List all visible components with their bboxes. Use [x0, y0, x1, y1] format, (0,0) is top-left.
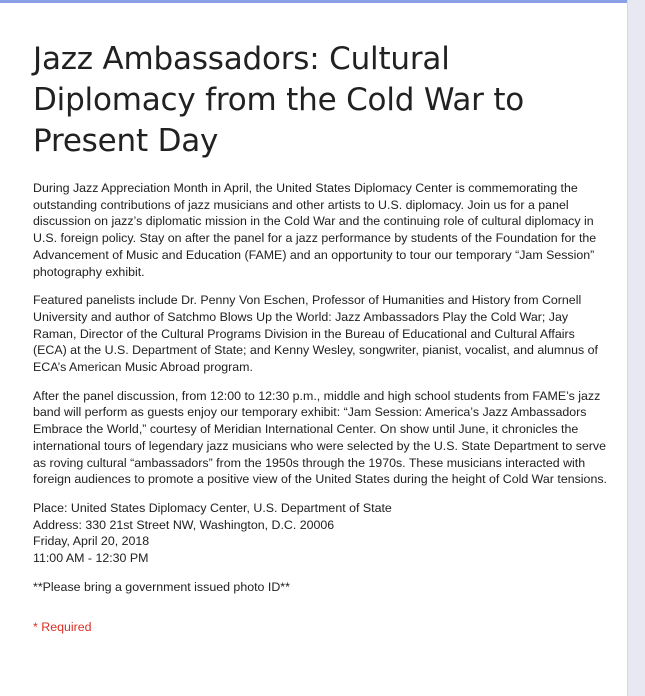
description-paragraph-intro: During Jazz Appreciation Month in April, the United States Diplomacy Center is commemorating the outstanding contributions of jazz musicians and other artists to U.S. diplomacy. Join us for a panel discussion on jazz’s diplomatic mission in the Cold War and the continuing role of cultural diplomacy in U.S. foreign policy. Stay on after the panel for a jazz performance by students of the Foundation for the Advancement of Music and Education (FAME) and an opportunity to tour our temporary “Jam Session” photography exhibit. [33, 181, 597, 279]
form-title: Jazz Ambassadors: Cultural Diplomacy from the Cold War to Present Day [33, 41, 525, 159]
event-time: 11:00 AM - 12:30 PM [33, 551, 149, 566]
photo-id-note: **Please bring a government issued photo ID** [33, 579, 290, 594]
form-description-card [0, 3, 627, 696]
event-details [33, 500, 608, 567]
form-description-content [33, 39, 608, 636]
page-scroll-gutter[interactable] [627, 0, 645, 696]
event-address: Address: 330 21st Street NW, Washington, D.C. 20006 [33, 517, 335, 532]
description-paragraph-exhibit: After the panel discussion, from 12:00 to 12:30 p.m., middle and high school students from FAME’s jazz band will perform as guests enjoy our temporary exhibit: “Jam Session: America’s Jazz Ambassadors Embrace the World,” courtesy of Meridian International Center. On show until June, it chronicles the international tours of legendary jazz musicians who were selected by the U.S. State Department to serve as roving cultural “ambassadors” from the 1950s through the 1970s. These musicians interacted with foreign audiences to promote a positive view of the United States during the height of Cold War tensions. [33, 388, 607, 487]
event-place: Place: United States Diplomacy Center, U.S. Department of State [33, 500, 392, 515]
event-date: Friday, April 20, 2018 [33, 534, 150, 549]
required-indicator: * Required [33, 620, 92, 635]
description-paragraph-panelists: Featured panelists include Dr. Penny Von Eschen, Professor of Humanities and History from Cornell University and author of Satchmo Blows Up the World: Jazz Ambassadors Play the Cold War; Jay Raman, Director of the Cultural Programs Division in the Bureau of Educational and Cultural Affairs (ECA) at the U.S. Department of State; and Kenny Wesley, songwriter, pianist, vocalist, and alumnus of ECA’s American Music Abroad program. [33, 293, 598, 375]
